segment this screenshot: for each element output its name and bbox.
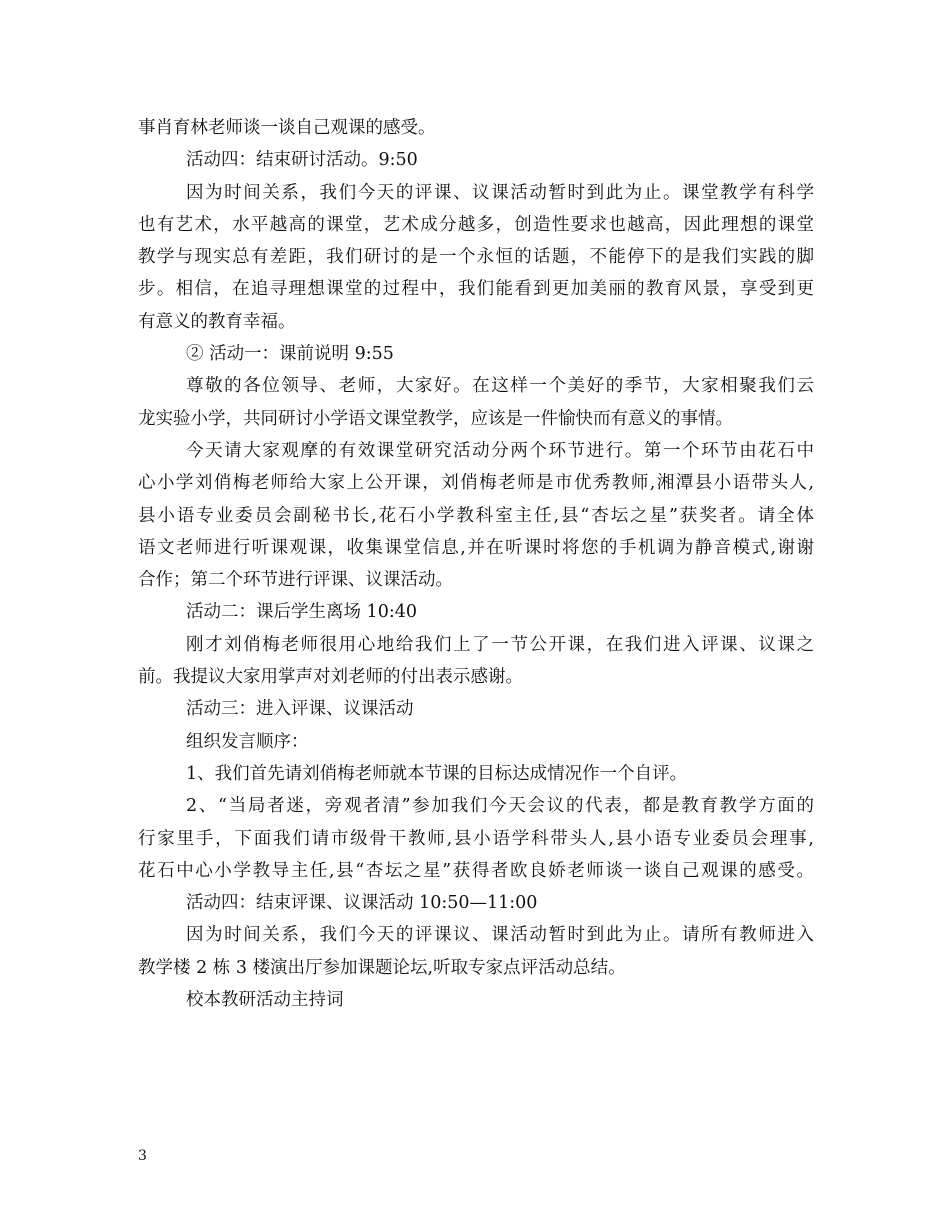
text-line: 活动四：结束研讨活动。9:50 (186, 150, 418, 171)
text-line: 教学与现实总有差距，我们研讨的是一个永恒的话题，不能停下的是我们实践的脚 (138, 247, 814, 268)
text-line: 步。相信，在追寻理想课堂的过程中，我们能看到更加美丽的教育风景，享受到更 (138, 279, 814, 300)
text-line: 活动三：进入评课、议课活动 (186, 699, 414, 720)
text-line: 因为时间关系，我们今天的评课议、课活动暂时到此为止。请所有教师进入 (186, 925, 814, 946)
text-line: 校本教研活动主持词 (186, 990, 344, 1011)
text-line: 语文老师进行听课观课，收集课堂信息,并在听课时将您的手机调为静音模式,谢谢 (138, 537, 814, 558)
text-line: 龙实验小学，共同研讨小学语文课堂教学，应该是一件愉快而有意义的事情。 (138, 408, 733, 429)
text-line: 也有艺术，水平越高的课堂，艺术成分越多，创造性要求也越高，因此理想的课堂 (138, 214, 814, 235)
text-line: 1、我们首先请刘俏梅老师就本节课的目标达成情况作一个自评。 (186, 763, 688, 784)
text-line: 今天请大家观摩的有效课堂研究活动分两个环节进行。第一个环节由花石中 (186, 440, 814, 461)
text-line: 县小语专业委员会副秘书长,花石小学教科室主任,县“杏坛之星”获奖者。请全体 (138, 505, 814, 526)
text-line: 花石中心小学教导主任,县“杏坛之星”获得者欧良娇老师谈一谈自己观课的感受。 (138, 860, 814, 881)
text-line: ② 活动一：课前说明 9:55 (186, 344, 394, 365)
text-line: 尊敬的各位领导、老师，大家好。在这样一个美好的季节，大家相聚我们云 (186, 376, 814, 397)
text-line: 事肖育林老师谈一谈自己观课的感受。 (138, 118, 436, 138)
text-line: 前。我提议大家用掌声对刘老师的付出表示感谢。 (138, 667, 523, 688)
text-line: 心小学刘俏梅老师给大家上公开课，刘俏梅老师是市优秀教师,湘潭县小语带头人, (138, 473, 814, 494)
text-line: 刚才刘俏梅老师很用心地给我们上了一节公开课，在我们进入评课、议课之 (186, 634, 814, 655)
text-line: 组织发言顺序： (186, 731, 309, 752)
text-line: 活动四：结束评课、议课活动 10:50—11:00 (186, 893, 538, 914)
text-line: 行家里手，下面我们请市级骨干教师,县小语学科带头人,县小语专业委员会理事, (138, 828, 814, 849)
document-body (138, 112, 814, 1016)
text-line: 合作；第二个环节进行评课、议课活动。 (138, 570, 453, 591)
text-line: 因为时间关系，我们今天的评课、议课活动暂时到此为止。课堂教学有科学 (186, 182, 814, 203)
text-line: 活动二：课后学生离场 10:40 (186, 602, 417, 623)
text-line: 有意义的教育幸福。 (138, 311, 296, 332)
text-line: 2、“当局者迷，旁观者清”参加我们今天会议的代表，都是教育教学方面的 (186, 796, 814, 817)
text-line: 教学楼 2 栋 3 楼演出厅参加课题论坛,听取专家点评活动总结。 (138, 957, 626, 978)
page-number: 3 (138, 1148, 147, 1164)
